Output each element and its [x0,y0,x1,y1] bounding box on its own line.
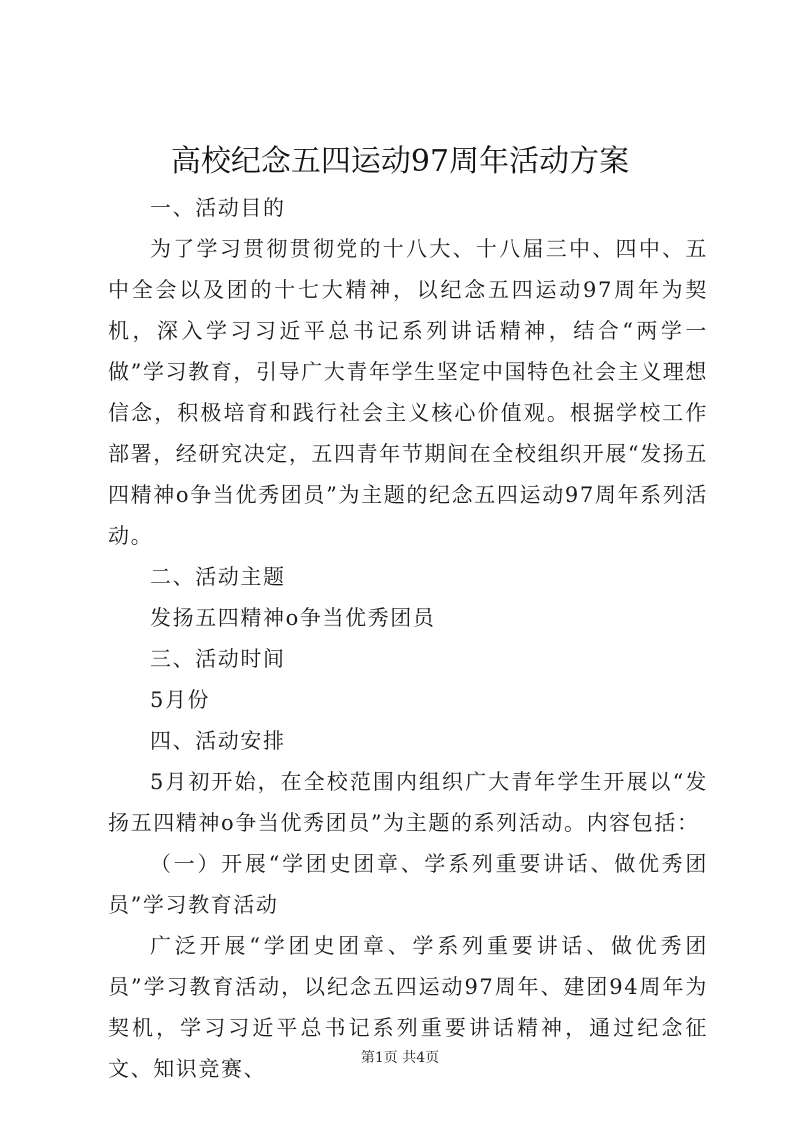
subsection-heading-1: （一）开展“学团史团章、学系列重要讲话、做优秀团员”学习教育活动 [108,852,708,917]
section-heading-arrangement: 四、活动安排 [150,729,286,753]
paragraph-purpose: 为了学习贯彻贯彻党的十八大、十八届三中、四中、五中全会以及团的十七大精神，以纪念五四运动97周年为契机，深入学习习近平总书记系列讲话精神，结合“两学一做”学习教育，引导广大青年学生坚定中国特色社会主义理想信念，积极培育和践行社会主义核心价值观。根据学校工作部署，经研究决定，五四青年节期间在全校组织开展“发扬五四精神o争当优秀团员”为主题的纪念五四运动97周年系列活动。 [108,237,708,548]
page-number: 第1页 共4页 [360,1050,440,1066]
document-body [108,188,708,1090]
section-heading-purpose: 一、活动目的 [150,196,286,220]
paragraph-subsection-1: 广泛开展“学团史团章、学系列重要讲话、做优秀团员”学习教育活动，以纪念五四运动97周年、建团94周年为契机，学习习近平总书记系列重要讲话精神，通过纪念征文、知识竞赛、 [108,934,708,1081]
paragraph-theme: 发扬五四精神o争当优秀团员 [150,606,436,630]
section-heading-time: 三、活动时间 [150,647,286,671]
paragraph-arrangement: 5月初开始，在全校范围内组织广大青年学生开展以“发扬五四精神o争当优秀团员”为主题的系列活动。内容包括： [108,770,708,835]
document-title: 高校纪念五四运动97周年活动方案 [170,144,630,179]
section-heading-theme: 二、活动主题 [150,565,286,589]
paragraph-time: 5月份 [150,688,211,712]
